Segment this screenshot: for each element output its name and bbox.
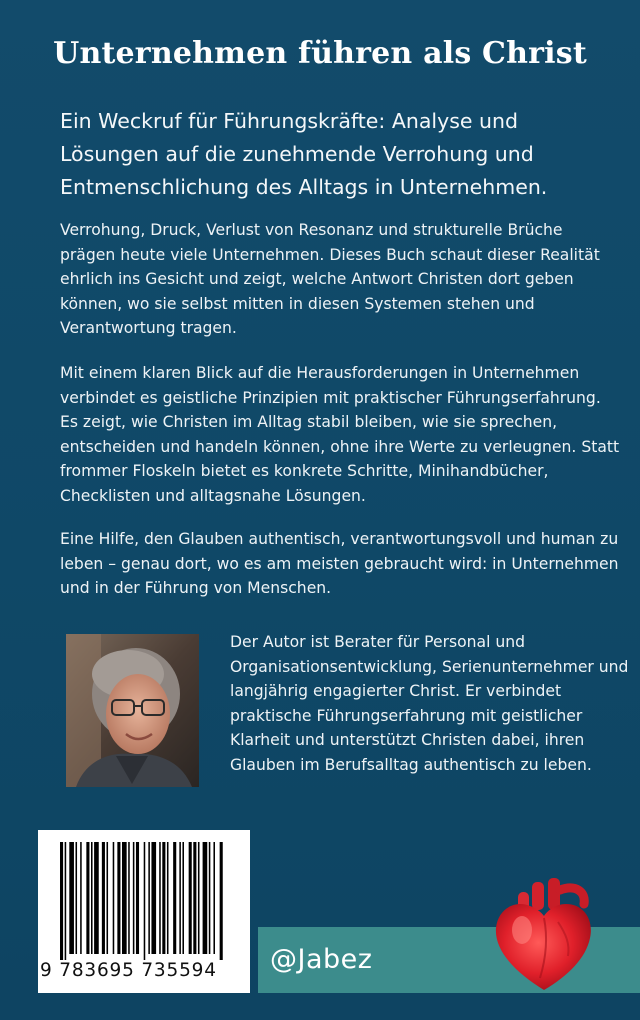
author-photo (66, 634, 199, 787)
barcode-bar (94, 842, 99, 954)
barcode-bar (91, 842, 93, 954)
barcode-bar (136, 842, 139, 954)
author-portrait-icon (66, 634, 199, 787)
barcode-bar (159, 842, 161, 954)
barcode-bar (133, 842, 135, 954)
book-title: Unternehmen führen als Christ (53, 36, 587, 71)
barcode-bar (173, 842, 176, 954)
barcode-bar (86, 842, 89, 954)
barcode-bar (117, 842, 120, 954)
barcode-bar (69, 842, 74, 954)
author-bio: Der Autor ist Berater für Personal und Organisationsentwicklung, Serienunternehmer und langjährig engagierter Christ. Er verbindet praktische Führungserfahrung mit geistlicher Klarheit und unterstützt Christen dabei, ihren Glauben im Berufsalltag authentisch zu leben. (230, 633, 629, 774)
barcode-bar (198, 842, 200, 954)
publisher-brand: @Jabez (270, 944, 373, 975)
barcode-bar (60, 842, 63, 960)
barcode-bar (65, 842, 67, 960)
barcode-bar (209, 842, 211, 954)
barcode-bar (148, 842, 150, 954)
barcode-bar (220, 842, 223, 960)
barcode-bar (179, 842, 181, 954)
book-subtitle: Ein Weckruf für Führungskräfte: Analyse und Lösungen auf die zunehmende Verrohung und Entmenschlichung des Alltags in Unternehmen. (60, 109, 548, 199)
barcode-bar (80, 842, 82, 954)
barcode-bar (113, 842, 115, 954)
barcode-bar (122, 842, 127, 954)
blurb-paragraph-1: Verrohung, Druck, Verlust von Resonanz und strukturelle Brüche prägen heute viele Unternehmen. Dieses Buch schaut dieser Realität ehrlich ins Gesicht und zeigt, welche Antwort Christen dort geben können, wo sie selbst mitten in diesen Systemen stehen und Verantwortung tragen. (60, 221, 600, 337)
blurb-paragraph-3: Eine Hilfe, den Glauben authentisch, verantwortungsvoll und human zu leben – genau dort, wo es am meisten gebraucht wird: in Unternehmen und in der Führung von Menschen. (60, 530, 619, 597)
barcode-bar (189, 842, 192, 954)
barcode-bar (102, 842, 105, 954)
anatomical-heart-icon (488, 878, 600, 996)
barcode-bar (107, 842, 109, 954)
isbn-number: 9 783695 735594 (40, 960, 217, 981)
barcode-bar (182, 842, 184, 954)
barcode-bar (76, 842, 78, 954)
barcode-bar (151, 842, 156, 954)
blurb-paragraph-2: Mit einem klaren Blick auf die Herausforderungen in Unternehmen verbindet es geistliche Prinzipien mit praktischer Führungserfahrung. Es zeigt, wie Christen im Alltag stabil bleiben, wie sie sprechen, entscheiden und handeln können, ohne ihre Werte zu verleugnen. Statt frommer Floskeln bietet es konkrete Schritte, Minihandbücher, Checklisten und alltagsnahe Lösungen. (60, 364, 620, 505)
barcode-bar (203, 842, 208, 954)
barcode-bar (213, 842, 215, 954)
barcode-bar (128, 842, 130, 954)
barcode-bar (144, 842, 146, 960)
barcode-bar (162, 842, 165, 954)
barcode-bar (167, 842, 169, 954)
barcode-bar (193, 842, 196, 954)
